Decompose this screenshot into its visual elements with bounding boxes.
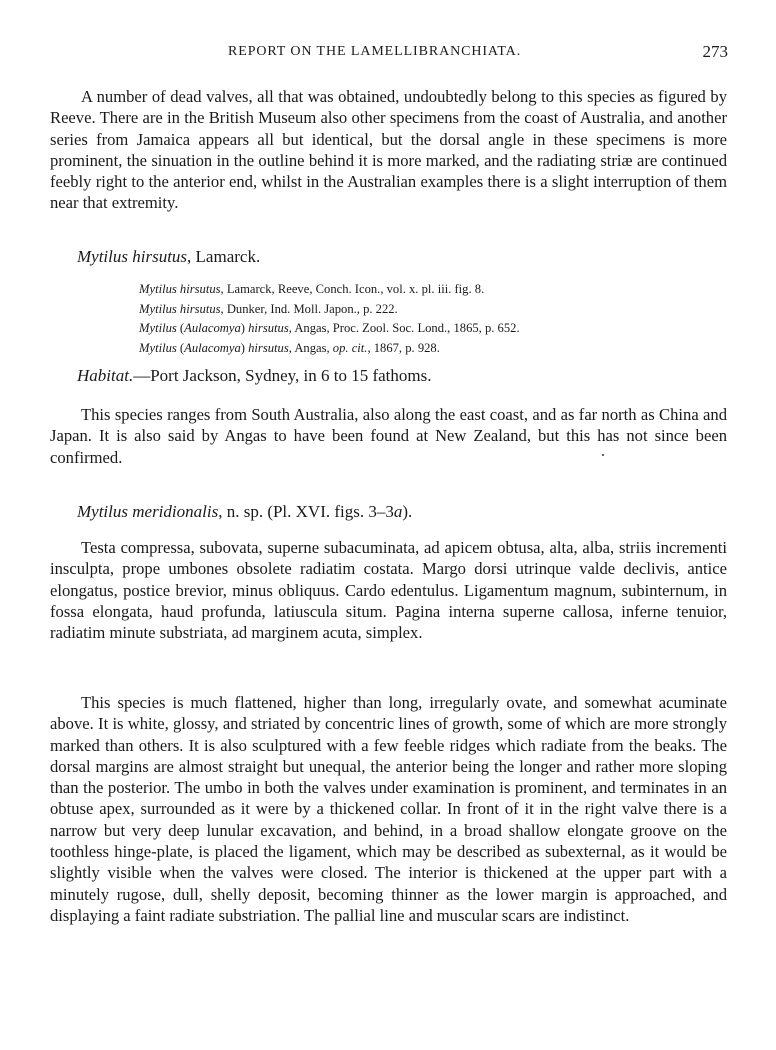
latin-diagnosis-paragraph: Testa compressa, subovata, superne subacuminata, ad apicem obtusa, alta, alba, striis incrementi insculpta, prope umbones obsolete radiatim costata. Margo dorsi utrinque valde declivis, antice elongatus, postice brevior, minus obliquus. Cardo edentulus. Ligamentum magnum, subinternum, in fossa elongata, haud profunda, latiuscula situm. Pagina interna superne callosa, inferne tenuior, radiatim minute substriata, ad marginem acuta, simplex.	[50, 538, 727, 643]
page-header	[0, 44, 776, 68]
page-number: 273	[702, 42, 728, 61]
figure-suffix: a	[393, 502, 403, 521]
synonym-entry: Mytilus hirsutus, Dunker, Ind. Moll. Japon., p. 222.	[139, 301, 398, 316]
heading-close: ).	[402, 502, 413, 521]
habitat-line	[77, 365, 431, 387]
species-heading-meridionalis	[77, 501, 412, 523]
synonym-entry: Mytilus (Aulacomya) hirsutus, Angas, Proc. Zool. Soc. Lond., 1865, p. 652.	[139, 321, 520, 335]
synonym-entry: Mytilus (Aulacomya) hirsutus, Angas, op. cit., 1867, p. 928.	[139, 340, 440, 355]
species-heading-hirsutus	[77, 246, 260, 268]
running-title: REPORT ON THE LAMELLIBRANCHIATA.	[228, 44, 522, 59]
synonymy-list	[139, 280, 739, 358]
description-paragraph: This species is much flattened, higher than long, irregularly ovate, and somewhat acuminate above. It is white, glossy, and striated by concentric lines of growth, some of which are more strongly marked than others. It is also sculptured with a few feeble ridges which radiate from the beaks. The dorsal margins are almost straight but unequal, the anterior being the longer and rather more sloping than the posterior. The umbo in both the valves under examination is prominent, and terminates in an obtuse apex, surrounded as it were by a thickened collar. In front of it in the right valve there is a narrow but very deep lunular excavation, and behind, in a broad shallow elongate groove on the toothless hinge-plate, is placed the ligament, which may be described as subexternal, as it would be slightly visible when the valves were closed. The interior is thickened at the upper part with a minutely rugose, dull, shelly deposit, becoming thinner as the lower margin is approached, and displaying a faint radiate substriation. The pallial line and muscular scars are indistinct.	[50, 693, 727, 925]
species-authority: , Lamarck.	[187, 247, 261, 266]
print-speck	[602, 454, 604, 456]
synonym-entry: Mytilus hirsutus, Lamarck, Reeve, Conch. Icon., vol. x. pl. iii. fig. 8.	[139, 282, 485, 296]
habitat-text: —Port Jackson, Sydney, in 6 to 15 fathoms.	[133, 366, 432, 385]
range-paragraph: This species ranges from South Australia, also along the east coast, and as far north as China and Japan. It is also said by Angas to have been found at New Zealand, but this has not since been confirmed.	[50, 405, 727, 467]
habitat-label: Habitat.	[77, 366, 134, 385]
species-authority: , n. sp. (Pl. XVI. figs. 3–3	[218, 502, 394, 521]
intro-paragraph: A number of dead valves, all that was obtained, undoubtedly belong to this species as figured by Reeve. There are in the British Museum also other specimens from the coast of Australia, and another series from Jamaica appears all but identical, but the dorsal angle in these specimens is more prominent, the sinuation in the outline behind it is more marked, and the radiating striæ are continued feebly right to the anterior end, whilst in the Australian examples there is a slight interruption of them near that extremity.	[50, 87, 727, 213]
species-name: Mytilus meridionalis	[77, 502, 219, 521]
species-name: Mytilus hirsutus	[77, 247, 188, 266]
